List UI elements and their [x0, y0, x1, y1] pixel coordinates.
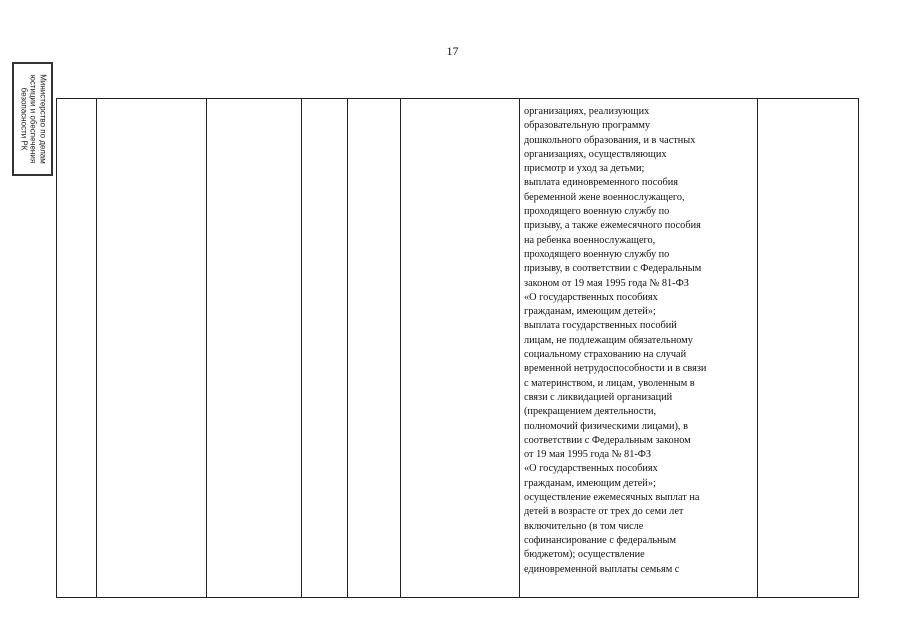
- table-cell-6: [401, 99, 520, 598]
- content-line: призыву, а также ежемесячного пособия: [524, 220, 701, 232]
- content-line: полномочий физическими лицами), в: [524, 420, 688, 432]
- content-line: (прекращением деятельности,: [524, 406, 657, 418]
- content-line: бюджетом); осуществление: [524, 549, 645, 561]
- content-line: от 19 мая 1995 года № 81-ФЗ: [524, 449, 652, 461]
- stamp-text: [18, 64, 47, 174]
- table-cell-4: [302, 99, 348, 598]
- stamp-line: Министерство по делам: [37, 74, 47, 164]
- document-table: [56, 98, 859, 598]
- table-cell-3: [207, 99, 302, 598]
- table-cell-8: [758, 99, 859, 598]
- content-line: социальному страхованию на случай: [524, 349, 687, 361]
- content-line: законом от 19 мая 1995 года № 81-ФЗ: [524, 277, 689, 289]
- content-line: организациях, реализующих: [524, 106, 650, 117]
- content-line: гражданам, имеющим детей»;: [524, 477, 656, 489]
- content-line: «О государственных пособиях: [524, 463, 658, 475]
- content-line: выплата единовременного пособия: [524, 177, 678, 189]
- stamp-line: юстиции и обеспечения: [28, 74, 38, 164]
- content-line: лицам, не подлежащим обязательному: [524, 334, 693, 346]
- content-line: выплата государственных пособий: [524, 320, 677, 332]
- content-line: проходящего военную службу по: [524, 206, 670, 218]
- content-line: образовательную программу: [524, 120, 651, 132]
- content-line: софинансирование с федеральным: [524, 534, 676, 546]
- stamp-line: безопасности РК: [18, 87, 28, 151]
- ministry-stamp: [12, 62, 53, 176]
- content-text: [520, 99, 757, 577]
- content-line: единовременной выплаты семьям с: [524, 563, 680, 575]
- content-line: с материнством, и лицам, уволенным в: [524, 377, 695, 389]
- content-line: беременной жене военнослужащего,: [524, 191, 685, 203]
- content-line: связи с ликвидацией организаций: [524, 391, 673, 403]
- page-number: 17: [446, 44, 459, 58]
- content-line: проходящего военную службу по: [524, 248, 670, 260]
- content-line: дошкольного образования, и в частных: [524, 134, 696, 146]
- content-line: детей в возрасте от трех до семи лет: [524, 506, 684, 518]
- content-line: присмотр и уход за детьми;: [524, 163, 645, 175]
- table-cell-2: [97, 99, 207, 598]
- table-cell-1: [57, 99, 97, 598]
- content-line: организациях, осуществляющих: [524, 148, 667, 160]
- content-line: осуществление ежемесячных выплат на: [524, 492, 700, 504]
- content-line: временной нетрудоспособности и в связи: [524, 363, 707, 375]
- content-line: включительно (в том числе: [524, 520, 644, 532]
- content-line: на ребенка военнослужащего,: [524, 234, 656, 246]
- table-row: [57, 99, 859, 598]
- content-line: призыву, в соответствии с Федеральным: [524, 263, 702, 275]
- table-cell-content: [520, 99, 758, 598]
- content-line: гражданам, имеющим детей»;: [524, 306, 656, 318]
- content-line: соответствии с Федеральным законом: [524, 434, 691, 446]
- table-cell-5: [348, 99, 401, 598]
- content-line: «О государственных пособиях: [524, 291, 658, 303]
